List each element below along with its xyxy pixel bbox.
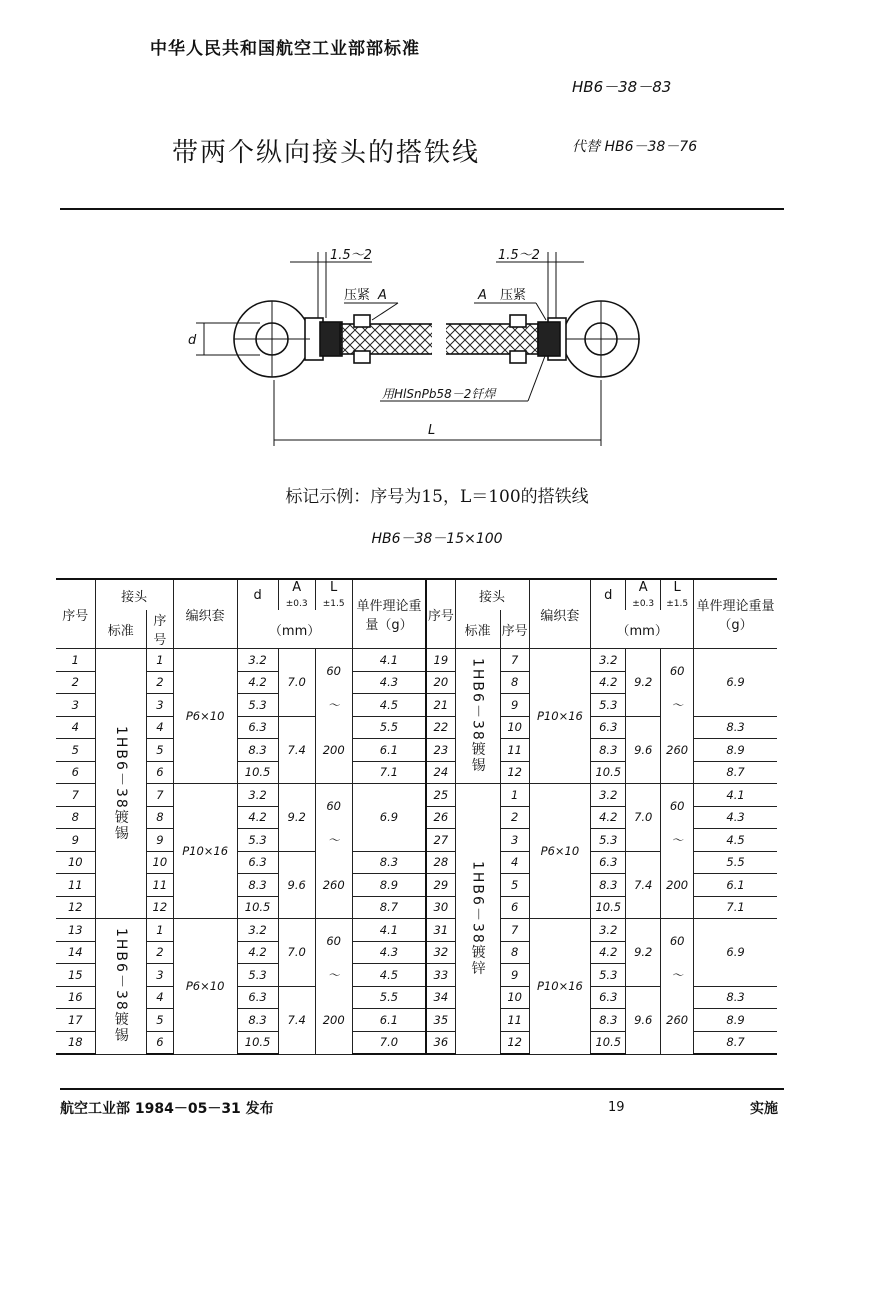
col-joint-right: 接头 xyxy=(455,579,529,610)
seq-cell-right: 32 xyxy=(426,941,455,964)
joint-seq-cell: 8 xyxy=(147,806,174,829)
d-cell-right: 8.3 xyxy=(591,739,626,762)
seq-cell: 15 xyxy=(56,964,95,987)
joint-seq-cell-right: 10 xyxy=(500,986,529,1009)
d-cell-right: 5.3 xyxy=(591,964,626,987)
A-cell-right: 7.4 xyxy=(626,851,661,919)
seq-cell: 3 xyxy=(56,694,95,717)
marking-example-code: HB6－38－15×100 xyxy=(371,531,503,547)
weight-cell: 4.3 xyxy=(352,941,426,964)
d-cell-right: 4.2 xyxy=(591,941,626,964)
seq-cell-right: 35 xyxy=(426,1009,455,1032)
joint-seq-cell: 3 xyxy=(147,694,174,717)
d-cell: 5.3 xyxy=(237,829,278,852)
weight-cell-right: 8.3 xyxy=(694,986,777,1009)
L-cell: ～ xyxy=(315,829,352,852)
seq-cell-right: 22 xyxy=(426,716,455,739)
joint-seq-cell-right: 2 xyxy=(500,806,529,829)
table-row xyxy=(56,964,777,987)
A-cell-right: 9.6 xyxy=(626,716,661,784)
joint-standard-cell: 1HB6－38镀锡 xyxy=(95,649,146,919)
col-braid: 编织套 xyxy=(173,579,237,649)
weight-cell-right: 6.9 xyxy=(694,649,777,717)
A-cell: 7.0 xyxy=(278,649,315,717)
A-cell: 7.0 xyxy=(278,919,315,987)
joint-seq-cell-right: 10 xyxy=(500,716,529,739)
d-cell-right: 6.3 xyxy=(591,716,626,739)
joint-seq-cell-right: 11 xyxy=(500,1009,529,1032)
col-weight-right: 单件理论重量（g） xyxy=(694,579,777,649)
weight-cell-right: 8.9 xyxy=(694,739,777,762)
weight-cell-right: 4.1 xyxy=(694,784,777,807)
dim-left-label: 1.5～2 xyxy=(330,248,372,263)
A-cell: 9.2 xyxy=(278,784,315,852)
weight-cell: 4.5 xyxy=(352,964,426,987)
seq-cell: 10 xyxy=(56,851,95,874)
braid-cell-right: P10×16 xyxy=(529,919,591,1055)
seq-cell: 4 xyxy=(56,716,95,739)
joint-seq-cell-right: 7 xyxy=(500,919,529,942)
joint-seq-cell-right: 7 xyxy=(500,649,529,672)
seq-cell-right: 34 xyxy=(426,986,455,1009)
joint-seq-cell: 5 xyxy=(147,739,174,762)
braid-cell-right: P10×16 xyxy=(529,649,591,784)
col-jseq: 序号 xyxy=(147,610,174,649)
weight-cell: 4.1 xyxy=(352,919,426,942)
joint-seq-cell-right: 11 xyxy=(500,739,529,762)
seq-cell-right: 20 xyxy=(426,671,455,694)
joint-seq-cell-right: 9 xyxy=(500,694,529,717)
weight-cell: 4.1 xyxy=(352,649,426,672)
weight-cell: 8.9 xyxy=(352,874,426,897)
table-row xyxy=(56,919,777,942)
table-body xyxy=(56,649,777,1055)
dim-right-label: 1.5～2 xyxy=(498,248,540,263)
seq-cell-right: 28 xyxy=(426,851,455,874)
joint-seq-cell: 4 xyxy=(147,716,174,739)
col-seq-right: 序号 xyxy=(426,579,455,649)
L-cell-right: 260 xyxy=(661,716,694,784)
joint-seq-cell: 7 xyxy=(147,784,174,807)
table-row xyxy=(56,649,777,672)
standard-number: HB6－38－83 xyxy=(572,78,672,96)
d-cell-right: 3.2 xyxy=(591,919,626,942)
seq-cell: 8 xyxy=(56,806,95,829)
weight-cell: 7.0 xyxy=(352,1031,426,1054)
col-joint: 接头 xyxy=(95,579,173,610)
col-unit-right: （mm） xyxy=(591,610,694,649)
seq-cell-right: 30 xyxy=(426,896,455,919)
seq-cell-right: 33 xyxy=(426,964,455,987)
seq-cell: 13 xyxy=(56,919,95,942)
d-cell-right: 5.3 xyxy=(591,829,626,852)
joint-standard-cell-right: 1HB6－38镀锡 xyxy=(455,649,500,784)
d-cell: 6.3 xyxy=(237,851,278,874)
replaces-standard: 代替 HB6－38－76 xyxy=(572,139,698,155)
table-row xyxy=(56,784,777,807)
joint-seq-cell-right: 5 xyxy=(500,874,529,897)
d-cell-right: 10.5 xyxy=(591,896,626,919)
joint-seq-cell: 1 xyxy=(147,919,174,942)
d-cell: 6.3 xyxy=(237,716,278,739)
weight-cell: 7.1 xyxy=(352,761,426,784)
seq-cell: 5 xyxy=(56,739,95,762)
joint-seq-cell: 9 xyxy=(147,829,174,852)
solder-note: 用HlSnPb58－2钎焊 xyxy=(382,387,496,401)
d-cell: 3.2 xyxy=(237,649,278,672)
joint-seq-cell: 12 xyxy=(147,896,174,919)
braid-cell-right: P6×10 xyxy=(529,784,591,919)
L-cell-right: 60 xyxy=(661,649,694,694)
weight-cell-right: 8.9 xyxy=(694,1009,777,1032)
d-cell: 4.2 xyxy=(237,671,278,694)
issue-date: 航空工业部 1984－05－31 发布 xyxy=(60,1101,274,1117)
d-cell-right: 8.3 xyxy=(591,1009,626,1032)
footer-rule xyxy=(60,1088,784,1090)
joint-seq-cell: 6 xyxy=(147,1031,174,1054)
L-cell-right: 200 xyxy=(661,851,694,919)
L-cell-right: ～ xyxy=(661,694,694,717)
seq-cell-right: 21 xyxy=(426,694,455,717)
A-cell: 7.4 xyxy=(278,716,315,784)
weight-cell: 4.5 xyxy=(352,694,426,717)
joint-seq-cell: 5 xyxy=(147,1009,174,1032)
d-cell-right: 10.5 xyxy=(591,1031,626,1054)
d-cell-right: 4.2 xyxy=(591,671,626,694)
d-cell: 10.5 xyxy=(237,761,278,784)
spec-table xyxy=(56,578,777,1055)
joint-standard-cell-right: 1HB6－38镀锌 xyxy=(455,784,500,1055)
weight-cell-right: 5.5 xyxy=(694,851,777,874)
d-cell: 10.5 xyxy=(237,1031,278,1054)
joint-seq-cell-right: 12 xyxy=(500,1031,529,1054)
weight-cell: 5.5 xyxy=(352,986,426,1009)
A-cell-right: 9.6 xyxy=(626,986,661,1054)
col-seq: 序号 xyxy=(56,579,95,649)
seq-cell: 12 xyxy=(56,896,95,919)
seq-cell-right: 24 xyxy=(426,761,455,784)
col-unit: （mm） xyxy=(237,610,352,649)
press-left-label: 压紧 xyxy=(344,288,371,303)
A-right-label: A xyxy=(478,288,487,303)
col-weight: 单件理论重量（g） xyxy=(352,579,426,649)
col-d-right: d xyxy=(591,579,626,610)
table-row xyxy=(56,851,777,874)
A-left-label: A xyxy=(378,288,387,303)
d-cell-right: 4.2 xyxy=(591,806,626,829)
weight-cell-right: 8.7 xyxy=(694,1031,777,1054)
col-std-right: 标准 xyxy=(455,610,500,649)
L-label: L xyxy=(428,423,436,438)
L-cell: 60 xyxy=(315,784,352,829)
seq-cell-right: 19 xyxy=(426,649,455,672)
seq-cell-right: 29 xyxy=(426,874,455,897)
col-braid-right: 编织套 xyxy=(529,579,591,649)
d-cell: 8.3 xyxy=(237,1009,278,1032)
table-header xyxy=(56,579,777,649)
weight-cell-right: 4.3 xyxy=(694,806,777,829)
seq-cell: 17 xyxy=(56,1009,95,1032)
col-jseq-right: 序号 xyxy=(500,610,529,649)
L-cell: ～ xyxy=(315,694,352,717)
d-cell: 4.2 xyxy=(237,806,278,829)
d-cell: 4.2 xyxy=(237,941,278,964)
L-cell-right: ～ xyxy=(661,829,694,852)
weight-cell: 5.5 xyxy=(352,716,426,739)
document-title: 带两个纵向接头的搭铁线 xyxy=(172,138,481,168)
joint-seq-cell: 3 xyxy=(147,964,174,987)
weight-cell: 4.3 xyxy=(352,671,426,694)
L-cell-right: ～ xyxy=(661,964,694,987)
seq-cell: 14 xyxy=(56,941,95,964)
A-cell: 9.6 xyxy=(278,851,315,919)
weight-cell-right: 8.3 xyxy=(694,716,777,739)
seq-cell-right: 26 xyxy=(426,806,455,829)
seq-cell-right: 36 xyxy=(426,1031,455,1054)
weight-cell-right: 6.9 xyxy=(694,919,777,987)
press-right-label: 压紧 xyxy=(500,288,527,303)
seq-cell: 1 xyxy=(56,649,95,672)
d-cell-right: 10.5 xyxy=(591,761,626,784)
A-cell-right: 7.0 xyxy=(626,784,661,852)
col-std: 标准 xyxy=(95,610,146,649)
weight-cell: 6.1 xyxy=(352,739,426,762)
implementation-label: 实施 xyxy=(750,1101,778,1117)
joint-seq-cell-right: 3 xyxy=(500,829,529,852)
A-cell-right: 9.2 xyxy=(626,919,661,987)
seq-cell-right: 27 xyxy=(426,829,455,852)
L-cell: ～ xyxy=(315,964,352,987)
L-cell-right: 260 xyxy=(661,986,694,1054)
col-A-right: A ±0.3 xyxy=(626,579,661,610)
d-cell: 8.3 xyxy=(237,739,278,762)
seq-cell: 11 xyxy=(56,874,95,897)
d-cell: 3.2 xyxy=(237,784,278,807)
seq-cell: 18 xyxy=(56,1031,95,1054)
col-L: L ±1.5 xyxy=(315,579,352,610)
joint-seq-cell-right: 8 xyxy=(500,671,529,694)
d-cell-right: 5.3 xyxy=(591,694,626,717)
d-cell: 5.3 xyxy=(237,964,278,987)
L-cell: 200 xyxy=(315,986,352,1054)
seq-cell-right: 25 xyxy=(426,784,455,807)
d-cell: 5.3 xyxy=(237,694,278,717)
d-cell: 10.5 xyxy=(237,896,278,919)
d-label: d xyxy=(188,333,197,348)
weight-cell: 8.7 xyxy=(352,896,426,919)
col-L-right: L ±1.5 xyxy=(661,579,694,610)
joint-seq-cell: 2 xyxy=(147,941,174,964)
page-number: 19 xyxy=(608,1100,625,1115)
joint-seq-cell-right: 9 xyxy=(500,964,529,987)
seq-cell-right: 23 xyxy=(426,739,455,762)
L-cell-right: 60 xyxy=(661,784,694,829)
joint-seq-cell-right: 4 xyxy=(500,851,529,874)
seq-cell-right: 31 xyxy=(426,919,455,942)
seq-cell: 9 xyxy=(56,829,95,852)
d-cell: 8.3 xyxy=(237,874,278,897)
weight-cell-right: 7.1 xyxy=(694,896,777,919)
weight-cell: 8.3 xyxy=(352,851,426,874)
joint-seq-cell-right: 12 xyxy=(500,761,529,784)
marking-example-caption: 标记示例：序号为15，L＝100的搭铁线 xyxy=(285,487,589,507)
d-cell-right: 8.3 xyxy=(591,874,626,897)
joint-seq-cell: 11 xyxy=(147,874,174,897)
braid-cell: P6×10 xyxy=(173,919,237,1055)
L-cell-right: 60 xyxy=(661,919,694,964)
A-cell-right: 9.2 xyxy=(626,649,661,717)
L-cell: 60 xyxy=(315,919,352,964)
joint-seq-cell: 10 xyxy=(147,851,174,874)
joint-seq-cell: 1 xyxy=(147,649,174,672)
seq-cell: 2 xyxy=(56,671,95,694)
A-cell: 7.4 xyxy=(278,986,315,1054)
col-A: A ±0.3 xyxy=(278,579,315,610)
weight-cell-right: 8.7 xyxy=(694,761,777,784)
table-row xyxy=(56,986,777,1009)
weight-cell-right: 6.1 xyxy=(694,874,777,897)
braid-cell: P10×16 xyxy=(173,784,237,919)
seq-cell: 16 xyxy=(56,986,95,1009)
bonding-strap-drawing xyxy=(0,0,874,470)
L-cell: 200 xyxy=(315,716,352,784)
d-cell-right: 6.3 xyxy=(591,986,626,1009)
d-cell: 6.3 xyxy=(237,986,278,1009)
table-row xyxy=(56,716,777,739)
seq-cell: 7 xyxy=(56,784,95,807)
d-cell-right: 3.2 xyxy=(591,784,626,807)
weight-cell-right: 4.5 xyxy=(694,829,777,852)
table-row xyxy=(56,694,777,717)
L-cell: 60 xyxy=(315,649,352,694)
joint-standard-cell: 1HB6－38镀锡 xyxy=(95,919,146,1055)
joint-seq-cell-right: 1 xyxy=(500,784,529,807)
braid-cell: P6×10 xyxy=(173,649,237,784)
d-cell-right: 6.3 xyxy=(591,851,626,874)
joint-seq-cell: 4 xyxy=(147,986,174,1009)
issuing-organization: 中华人民共和国航空工业部部标准 xyxy=(150,39,420,59)
joint-seq-cell-right: 8 xyxy=(500,941,529,964)
col-d: d xyxy=(237,579,278,610)
joint-seq-cell: 6 xyxy=(147,761,174,784)
joint-seq-cell: 2 xyxy=(147,671,174,694)
weight-cell: 6.1 xyxy=(352,1009,426,1032)
d-cell-right: 3.2 xyxy=(591,649,626,672)
weight-cell: 6.9 xyxy=(352,784,426,852)
L-cell: 260 xyxy=(315,851,352,919)
seq-cell: 6 xyxy=(56,761,95,784)
joint-seq-cell-right: 6 xyxy=(500,896,529,919)
d-cell: 3.2 xyxy=(237,919,278,942)
